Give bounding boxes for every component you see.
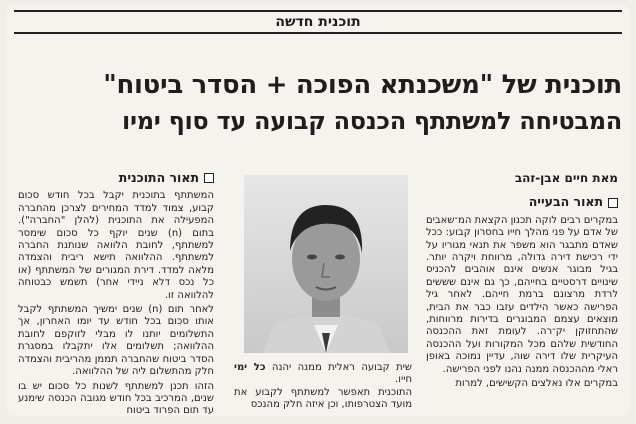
article-paragraph: לאחר תום (n) שנים ימשיך המשתתף לקבל אותו סכום בכל חודש עד יומו האחרון, אך התשלומים יותנו לו מבלי לזוקפם לחובת ההלוואה; תשלומים אלו יתקבלו במסגרת הסדר ביטוח שהחברה תממן מהריבית והצמדה חלק מהתשלום ליה של ההלוואה. [18, 304, 214, 378]
right-column [426, 172, 618, 393]
portrait-image [244, 175, 408, 353]
photo-caption [234, 362, 412, 412]
subhead-plan-label: תאור התוכנית [118, 170, 199, 185]
subhead-plan [18, 172, 214, 184]
caption-line-2: התוכנית תאפשר למשתתף לקבוע את מועד הצטרפותו, וכן איזה חלק מהנכס [234, 386, 412, 411]
subhead-problem-label: תאור הבעייה [528, 194, 603, 210]
subhead-problem [426, 196, 618, 208]
caption-end: חייו. [395, 374, 412, 386]
article-paragraph: במקרים רבים לוקה תכנון הקצאת המ־שאבים של אדם על פני מהלך חייו בחסרון קבוע: ככל שאדם מתבגר הוא משפר את תנאי מגוריו על ידי רכישת דירה גדולה, מרווחת ויקרה יותר. בגיל מבוגר אנשים אינם אוהבים להכניס שינויים דרסטיים בחייהם, כך גם אינם שששים לרדת מרצונם ברמת חייהם. לאחר גיל הפרישה כאשר הילדים עזבו כבר את הבית, מוצאים עצמם המבוגרים בדירות מרווחות, שהתחזוקן יק־רה. לעומת זאת ההכנסה החודשית שלהם מכל המקורות ועל ההכנסה העיקרית שלו דירה שוה, עדיין נמוכה באופן ראלי מההכנסה ממנה נהנו לפני הפרישה. [426, 214, 618, 375]
author-photo [244, 175, 408, 353]
checkbox-square-icon [608, 198, 618, 208]
article-paragraph: במקרים אלו נאלצים הקשישים, למרות [455, 378, 618, 390]
section-band: תוכנית חדשה [14, 10, 622, 34]
caption-bold: כל ימי [234, 362, 266, 373]
newspaper-page [6, 4, 630, 416]
byline: מאת חיים אבן-זהב [514, 171, 618, 185]
caption-text: שית קבועה ראלית ממנה יהנה [271, 362, 412, 373]
headline-line-1: תוכנית של "משכנתא הפוכה + הסדר ביטוח" [103, 70, 622, 100]
article-paragraph: המשתתף בתוכנית יקבל בכל חודש סכום קבוע, צמוד למדד המחירים לצרכן מהחברה המפעילה את התוכנית (להלן "החברה"). בתום (n) שנים יוקף כל סכום שימסר למשתתף, לחובת הלוואה שנותנת החברה למשתתף. ההלוואה תישא ריבית והצמדה מלאה למדד. דירת המגורים של המשתתף (או כל נכס דלא ניידי אחר) תשמש כבטוחה להלוואה זו. [18, 190, 214, 301]
left-column [18, 172, 214, 416]
headline-line-2: המבטיחה למשתתף הכנסה קבועה עד סוף ימיו [122, 107, 622, 135]
checkbox-square-icon [204, 173, 214, 183]
article-paragraph: הזהו תכנן למשתתף לשנות כל סכום יש בו שנים, המרכיב בכל חודש מגובה הכנסה שימנע עד תום הפרוד ביטוח [18, 380, 214, 416]
